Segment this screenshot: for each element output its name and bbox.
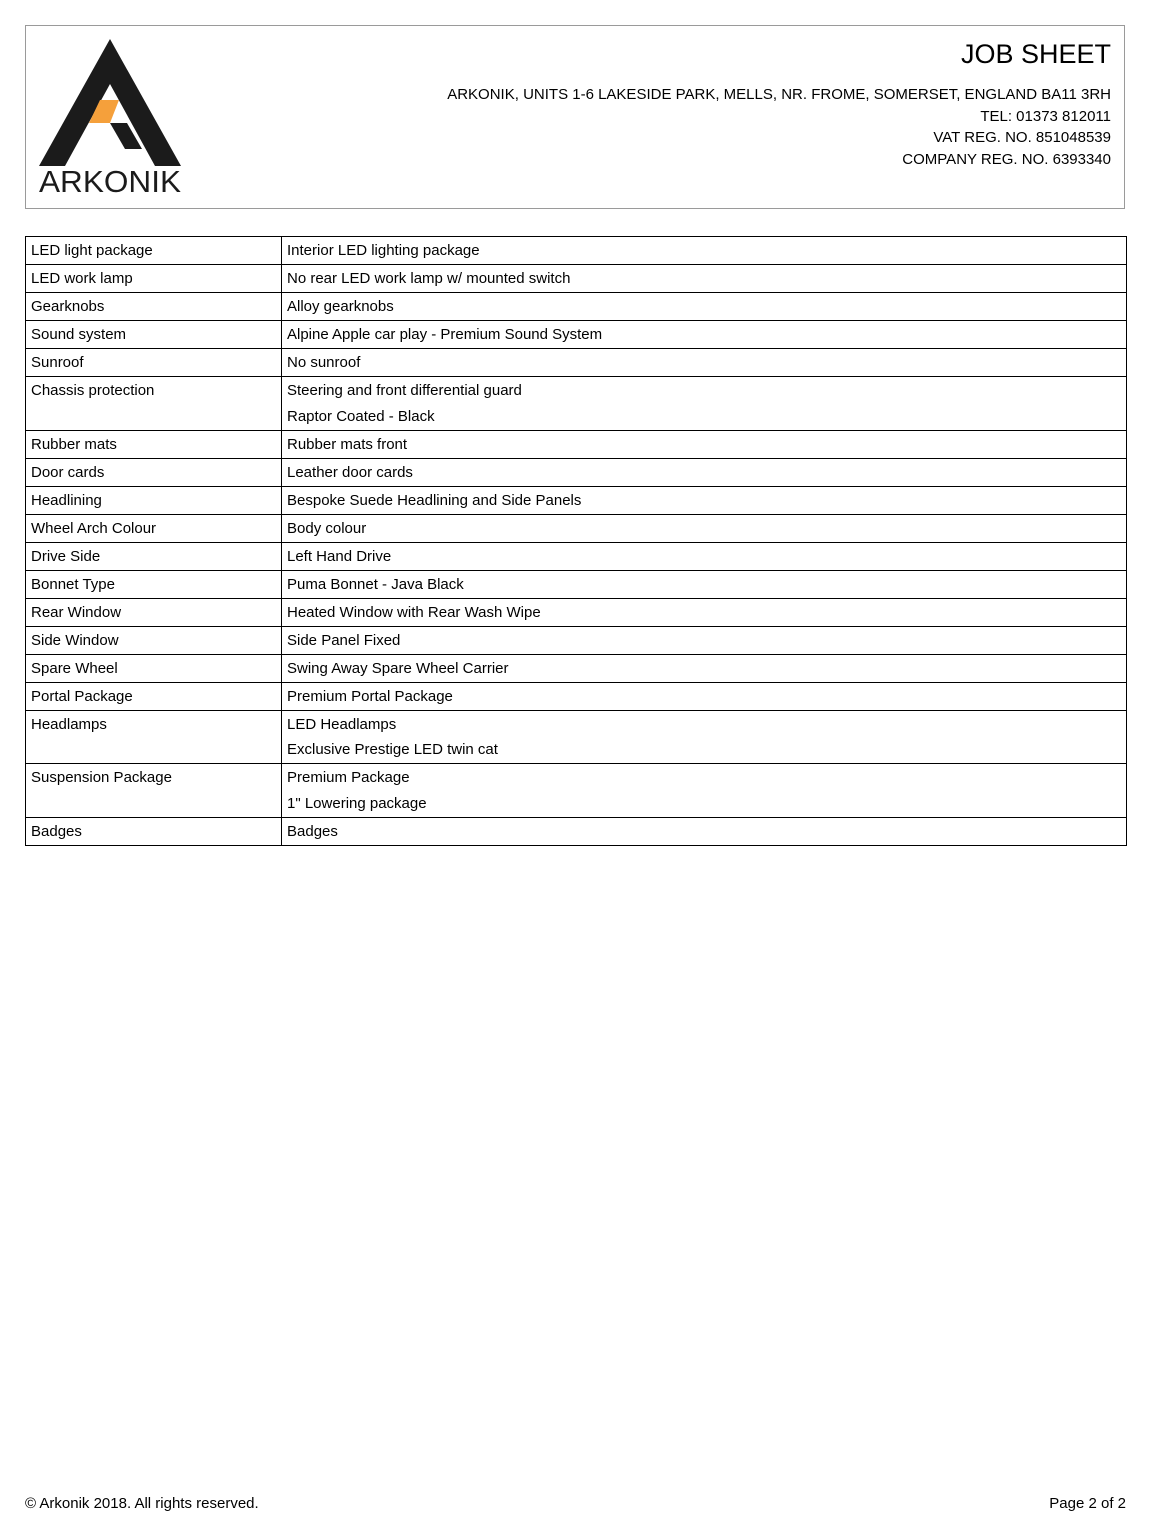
table-row <box>26 486 1127 514</box>
row-value-line: Swing Away Spare Wheel Carrier <box>287 659 509 677</box>
row-label: LED work lamp <box>26 265 282 293</box>
row-value-line: Alloy gearknobs <box>287 298 394 315</box>
row-label: Gearknobs <box>26 293 282 321</box>
row-label: Sunroof <box>26 349 282 377</box>
row-value <box>282 293 1127 321</box>
row-value-line: Alpine Apple car play - Premium Sound System <box>287 326 603 343</box>
company-tel: TEL: 01373 812011 <box>980 107 1111 125</box>
row-value <box>282 430 1127 458</box>
table-row <box>26 654 1127 682</box>
company-vat: VAT REG. NO. 851048539 <box>933 129 1111 147</box>
table-row <box>26 377 1127 431</box>
row-value-line: Premium Portal Package <box>287 687 453 705</box>
table-row <box>26 349 1127 377</box>
row-value <box>282 349 1127 377</box>
logo-text: ARKONIK <box>39 164 182 199</box>
row-label: Rubber mats <box>26 430 282 458</box>
row-value-line: Puma Bonnet - Java Black <box>287 575 464 593</box>
footer-copyright: © Arkonik 2018. All rights reserved. <box>25 1495 259 1512</box>
row-value <box>282 654 1127 682</box>
header-box <box>25 25 1125 209</box>
row-value <box>282 570 1127 598</box>
row-label: Portal Package <box>26 682 282 710</box>
row-label: Rear Window <box>26 598 282 626</box>
row-label: Door cards <box>26 458 282 486</box>
spec-table <box>25 236 1127 846</box>
row-value-line: 1" Lowering package <box>287 794 427 812</box>
row-value <box>282 710 1127 764</box>
table-row <box>26 598 1127 626</box>
table-row <box>26 570 1127 598</box>
row-value <box>282 265 1127 293</box>
row-value-line: No sunroof <box>287 354 361 371</box>
footer-page-number: Page 2 of 2 <box>1049 1495 1126 1512</box>
row-value-line: Heated Window with Rear Wash Wipe <box>287 603 541 621</box>
row-label: Badges <box>26 817 282 845</box>
table-row <box>26 764 1127 818</box>
row-label: Drive Side <box>26 542 282 570</box>
row-label: Chassis protection <box>26 377 282 431</box>
row-label: Suspension Package <box>26 764 282 818</box>
row-label: Headlining <box>26 486 282 514</box>
table-row <box>26 542 1127 570</box>
row-label: Wheel Arch Colour <box>26 514 282 542</box>
company-reg: COMPANY REG. NO. 6393340 <box>902 151 1111 169</box>
table-row <box>26 514 1127 542</box>
table-row <box>26 682 1127 710</box>
row-value-line: Raptor Coated - Black <box>287 407 435 425</box>
row-label: Spare Wheel <box>26 654 282 682</box>
row-label: Side Window <box>26 626 282 654</box>
row-value-line: Premium Package <box>287 769 410 786</box>
row-value-line: Left Hand Drive <box>287 547 392 565</box>
row-value-line: Rubber mats front <box>287 435 408 453</box>
table-row <box>26 430 1127 458</box>
row-value-line: Exclusive Prestige LED twin cat <box>287 741 498 758</box>
row-label: Sound system <box>26 321 282 349</box>
row-value <box>282 321 1127 349</box>
row-label: Headlamps <box>26 710 282 764</box>
row-value <box>282 486 1127 514</box>
row-value <box>282 817 1127 845</box>
table-row <box>26 265 1127 293</box>
page-title: JOB SHEET <box>960 39 1111 69</box>
row-value <box>282 598 1127 626</box>
company-info <box>447 38 1111 171</box>
row-value-line: LED Headlamps <box>287 715 397 733</box>
row-value-line: Steering and front differential guard <box>287 382 522 399</box>
row-value-line: Leather door cards <box>287 463 413 481</box>
row-value-line: Interior LED lighting package <box>287 242 480 259</box>
row-label: Bonnet Type <box>26 570 282 598</box>
company-address: ARKONIK, UNITS 1-6 LAKESIDE PARK, MELLS, NR. FROME, SOMERSET, ENGLAND BA11 3RH <box>447 86 1111 103</box>
arkonik-logo <box>37 37 183 199</box>
row-value <box>282 514 1127 542</box>
row-value-line: Badges <box>287 822 338 840</box>
row-value <box>282 682 1127 710</box>
row-value-line: Side Panel Fixed <box>287 631 401 649</box>
table-row <box>26 626 1127 654</box>
row-label: LED light package <box>26 237 282 265</box>
row-value <box>282 237 1127 265</box>
row-value-line: No rear LED work lamp w/ mounted switch <box>287 270 571 287</box>
table-row <box>26 321 1127 349</box>
row-value-line: Body colour <box>287 519 367 537</box>
table-row <box>26 237 1127 265</box>
row-value <box>282 458 1127 486</box>
table-row <box>26 293 1127 321</box>
row-value <box>282 764 1127 818</box>
table-row <box>26 817 1127 845</box>
row-value <box>282 542 1127 570</box>
row-value-line: Bespoke Suede Headlining and Side Panels <box>287 491 582 509</box>
row-value <box>282 626 1127 654</box>
table-row <box>26 710 1127 764</box>
row-value <box>282 377 1127 431</box>
table-row <box>26 458 1127 486</box>
